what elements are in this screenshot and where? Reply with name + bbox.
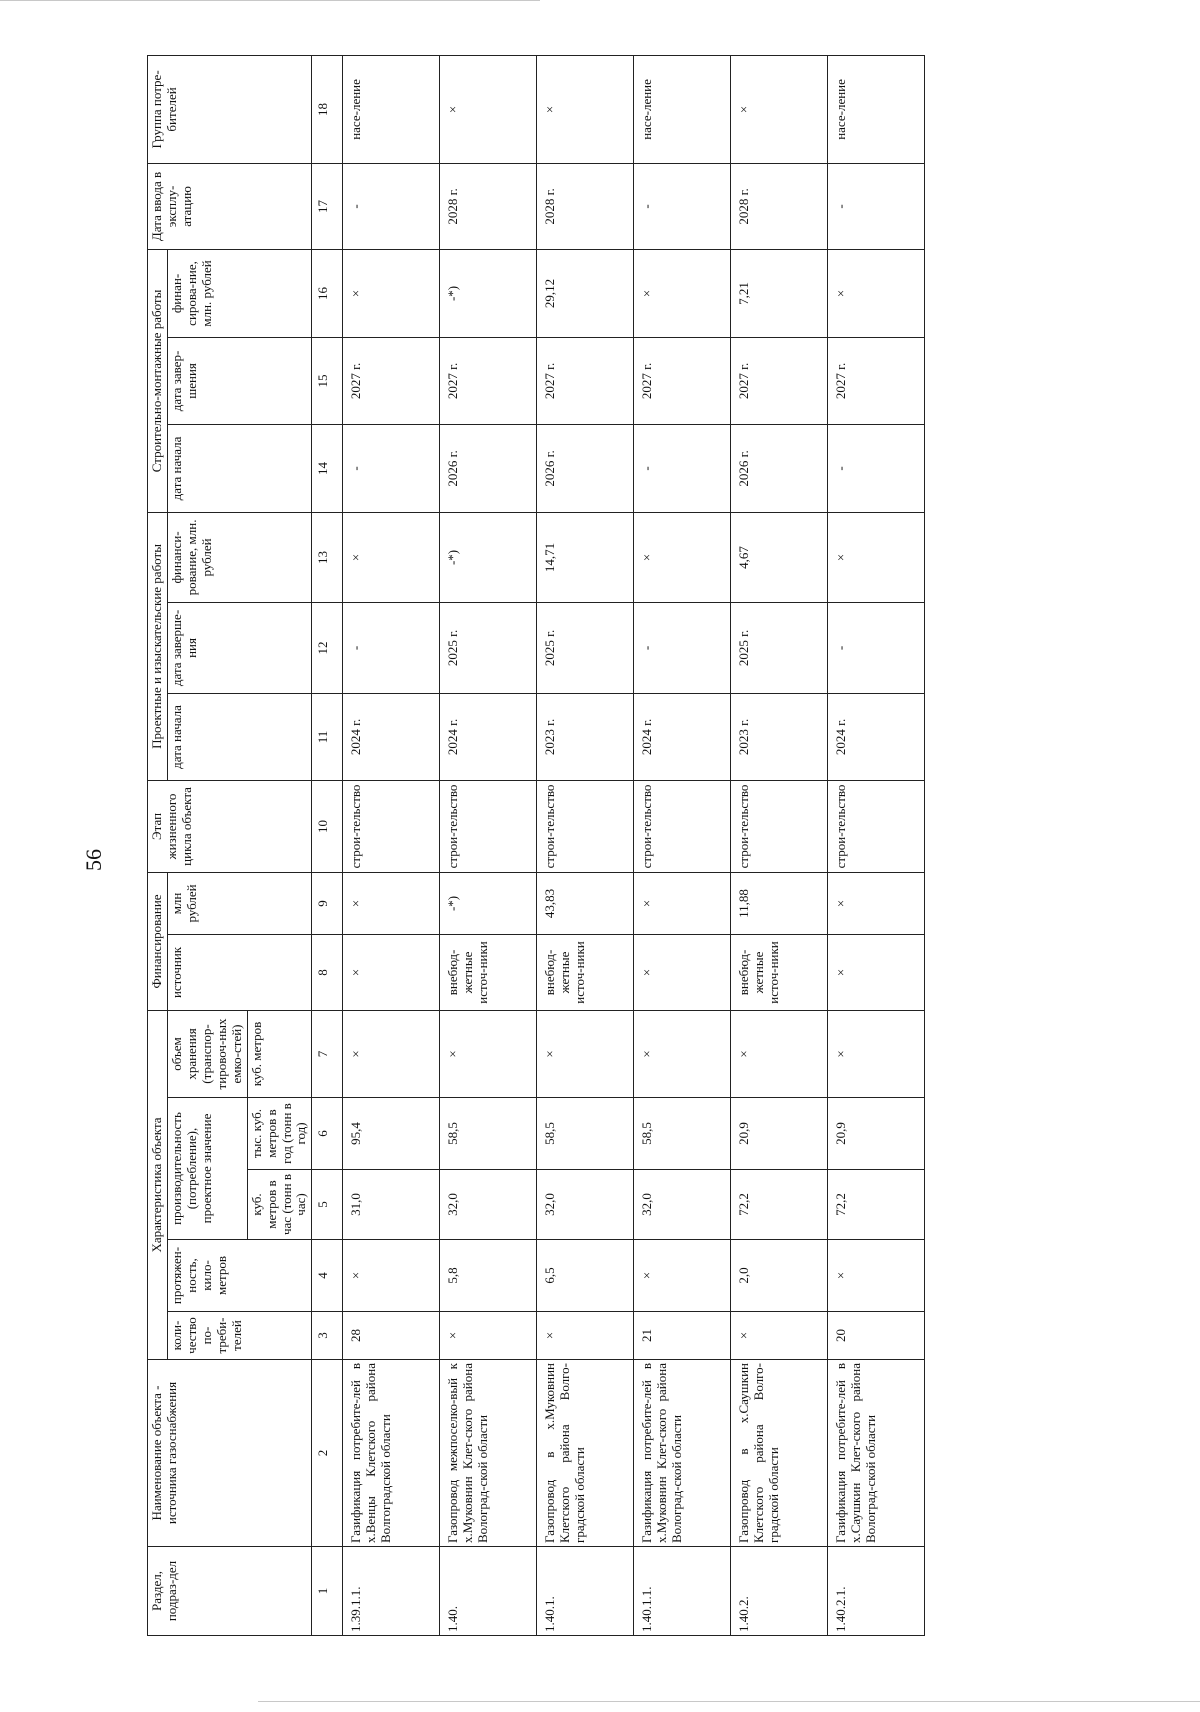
column-number: 10: [312, 780, 343, 872]
cell-design-fin: 14,71: [537, 512, 634, 602]
header-length: протяжен-ность, кило-метров: [167, 1240, 311, 1312]
table-row: [343, 55, 440, 1635]
cell-fin-amount: ×: [634, 872, 731, 934]
cell-capacity-year: 20,9: [828, 1098, 925, 1170]
header-design-start: дата начала: [167, 693, 311, 780]
header-design: Проектные и изыскательские работы: [148, 512, 168, 780]
cell-length: 5,8: [440, 1240, 537, 1312]
table-row: [440, 55, 537, 1635]
header-storage-unit: куб. метров: [247, 1010, 312, 1097]
cell-constr-start: 2026 г.: [731, 424, 828, 512]
cell-fin-source: ×: [828, 934, 925, 1010]
header-name: Наименование объекта - источника газоснабжения: [148, 1360, 312, 1547]
column-numbers-row: [312, 55, 343, 1635]
cell-constr-end: 2027 г.: [731, 337, 828, 424]
cell-constr-start: 2026 г.: [537, 424, 634, 512]
cell-commissioning: 2028 г.: [440, 163, 537, 249]
cell-length: ×: [634, 1240, 731, 1312]
cell-constr-end: 2027 г.: [440, 337, 537, 424]
header-storage: объем хранения (транспор-тировоч-ных емко-стей): [167, 1010, 247, 1097]
cell-storage: ×: [731, 1010, 828, 1097]
column-number: 2: [312, 1360, 343, 1547]
column-number: 15: [312, 337, 343, 424]
cell-fin-source: внебюд-жетные источ-ники: [731, 934, 828, 1010]
cell-section: 1.40.: [440, 1547, 537, 1636]
cell-consumer-group: насе-ление: [343, 55, 440, 163]
rotated-table-container: [147, 56, 974, 1636]
cell-consumer-group: ×: [537, 55, 634, 163]
cell-stage: строи-тельство: [634, 780, 731, 872]
header-consumers-count: коли-чество по-треби-телей: [167, 1312, 311, 1360]
cell-design-fin: ×: [634, 512, 731, 602]
column-number: 14: [312, 424, 343, 512]
cell-name: Газопровод межпоселко-вый к х.Муковнин Клет-ского района Волоград-ской области: [440, 1360, 537, 1547]
cell-stage: строи-тельство: [731, 780, 828, 872]
cell-consumers: ×: [537, 1312, 634, 1360]
header-design-end: дата заверше-ния: [167, 602, 311, 693]
cell-design-start: 2024 г.: [634, 693, 731, 780]
cell-commissioning: 2028 г.: [537, 163, 634, 249]
cell-fin-amount: -*): [440, 872, 537, 934]
cell-consumer-group: насе-ление: [634, 55, 731, 163]
cell-constr-start: 2026 г.: [440, 424, 537, 512]
column-number: 12: [312, 602, 343, 693]
cell-constr-fin: -*): [440, 249, 537, 337]
cell-design-end: 2025 г.: [440, 602, 537, 693]
cell-fin-amount: ×: [828, 872, 925, 934]
cell-name: Газопровод в х.Саушкин Клетского района Волго-градской области: [731, 1360, 828, 1547]
column-number: 18: [312, 55, 343, 163]
header-fin-source: источник: [167, 934, 311, 1010]
cell-stage: строи-тельство: [343, 780, 440, 872]
page-number: 56: [81, 849, 106, 871]
cell-capacity-year: 58,5: [537, 1098, 634, 1170]
cell-capacity-year: 58,5: [440, 1098, 537, 1170]
gas-supply-table: [147, 55, 925, 1636]
cell-fin-source: внебюд-жетные источ-ники: [537, 934, 634, 1010]
cell-constr-fin: 29,12: [537, 249, 634, 337]
table-body: [343, 55, 925, 1635]
cell-consumer-group: ×: [731, 55, 828, 163]
cell-consumers: 28: [343, 1312, 440, 1360]
cell-commissioning: -: [343, 163, 440, 249]
table-row: [828, 55, 925, 1635]
scan-artifact: [0, 0, 540, 1]
column-number: 8: [312, 934, 343, 1010]
cell-design-fin: ×: [828, 512, 925, 602]
header-fin-amount: млн рублей: [167, 872, 311, 934]
column-number: 13: [312, 512, 343, 602]
header-section: Раздел, подраз-дел: [148, 1547, 312, 1636]
cell-capacity-hour: 72,2: [828, 1170, 925, 1240]
cell-length: ×: [343, 1240, 440, 1312]
cell-capacity-hour: 32,0: [634, 1170, 731, 1240]
cell-design-start: 2024 г.: [440, 693, 537, 780]
cell-section: 1.40.2.1.: [828, 1547, 925, 1636]
cell-design-fin: ×: [343, 512, 440, 602]
cell-design-start: 2024 г.: [828, 693, 925, 780]
column-number: 3: [312, 1312, 343, 1360]
header-capacity-hour: куб. метров в час (тонн в час): [247, 1170, 312, 1240]
header-commissioning: Дата ввода в эксплу-атацию: [148, 163, 312, 249]
header-constr-fin: финан-сирова-ние, млн. рублей: [167, 249, 311, 337]
cell-length: 2,0: [731, 1240, 828, 1312]
cell-constr-end: 2027 г.: [537, 337, 634, 424]
cell-section: 1.40.1.1.: [634, 1547, 731, 1636]
cell-design-start: 2024 г.: [343, 693, 440, 780]
cell-stage: строи-тельство: [828, 780, 925, 872]
cell-storage: ×: [634, 1010, 731, 1097]
cell-name: Газификация потребите-лей в х.Саушкин Клет-ского района Волоград-ской области: [828, 1360, 925, 1547]
column-number: 5: [312, 1170, 343, 1240]
cell-capacity-hour: 32,0: [537, 1170, 634, 1240]
cell-capacity-year: 58,5: [634, 1098, 731, 1170]
column-number: 6: [312, 1098, 343, 1170]
cell-consumers: ×: [731, 1312, 828, 1360]
table-row: [634, 55, 731, 1635]
cell-constr-fin: 7,21: [731, 249, 828, 337]
cell-fin-amount: ×: [343, 872, 440, 934]
cell-storage: ×: [537, 1010, 634, 1097]
column-number: 17: [312, 163, 343, 249]
cell-capacity-hour: 32,0: [440, 1170, 537, 1240]
cell-design-fin: -*): [440, 512, 537, 602]
header-construction: Строительно-монтажные работы: [148, 249, 168, 512]
cell-fin-source: ×: [343, 934, 440, 1010]
cell-design-end: -: [828, 602, 925, 693]
cell-length: 6,5: [537, 1240, 634, 1312]
cell-stage: строи-тельство: [537, 780, 634, 872]
cell-section: 1.40.2.: [731, 1547, 828, 1636]
cell-capacity-year: 20,9: [731, 1098, 828, 1170]
cell-commissioning: -: [828, 163, 925, 249]
column-number: 9: [312, 872, 343, 934]
table-row: [731, 55, 828, 1635]
header-capacity: производительность (потребление), проектное значение: [167, 1098, 247, 1240]
cell-section: 1.40.1.: [537, 1547, 634, 1636]
header-design-fin: финанси-рование, млн. рублей: [167, 512, 311, 602]
cell-constr-fin: ×: [828, 249, 925, 337]
cell-fin-amount: 11,88: [731, 872, 828, 934]
cell-constr-start: -: [343, 424, 440, 512]
cell-design-end: -: [343, 602, 440, 693]
scan-artifact: [258, 1701, 1200, 1702]
cell-storage: ×: [343, 1010, 440, 1097]
cell-storage: ×: [828, 1010, 925, 1097]
cell-length: ×: [828, 1240, 925, 1312]
header-financing: Финансирование: [148, 872, 168, 1010]
cell-capacity-hour: 31,0: [343, 1170, 440, 1240]
cell-consumer-group: ×: [440, 55, 537, 163]
cell-design-fin: 4,67: [731, 512, 828, 602]
column-number: 16: [312, 249, 343, 337]
cell-constr-start: -: [828, 424, 925, 512]
cell-consumers: ×: [440, 1312, 537, 1360]
cell-consumers: 21: [634, 1312, 731, 1360]
cell-constr-end: 2027 г.: [634, 337, 731, 424]
cell-consumer-group: насе-ление: [828, 55, 925, 163]
cell-commissioning: -: [634, 163, 731, 249]
cell-name: Газификация потребите-лей в х.Муковнин Клет-ского района Волоград-ской области: [634, 1360, 731, 1547]
cell-fin-amount: 43,83: [537, 872, 634, 934]
cell-capacity-hour: 72,2: [731, 1170, 828, 1240]
cell-commissioning: 2028 г.: [731, 163, 828, 249]
cell-design-start: 2023 г.: [731, 693, 828, 780]
cell-stage: строи-тельство: [440, 780, 537, 872]
table-row: [537, 55, 634, 1635]
header-characteristics: Характеристика объекта: [148, 1010, 168, 1359]
cell-design-end: 2025 г.: [537, 602, 634, 693]
column-number: 1: [312, 1547, 343, 1636]
header-consumer-group: Группа потре-бителей: [148, 55, 312, 163]
cell-consumers: 20: [828, 1312, 925, 1360]
cell-name: Газификация потребите-лей в х.Венцы Клетского района Волгоградской области: [343, 1360, 440, 1547]
cell-constr-start: -: [634, 424, 731, 512]
cell-fin-source: внебюд-жетные источ-ники: [440, 934, 537, 1010]
cell-constr-end: 2027 г.: [828, 337, 925, 424]
cell-fin-source: ×: [634, 934, 731, 1010]
cell-constr-end: 2027 г.: [343, 337, 440, 424]
cell-design-end: 2025 г.: [731, 602, 828, 693]
cell-storage: ×: [440, 1010, 537, 1097]
cell-constr-fin: ×: [343, 249, 440, 337]
column-number: 7: [312, 1010, 343, 1097]
header-capacity-year: тыс. куб. метров в год (тонн в год): [247, 1098, 312, 1170]
column-number: 4: [312, 1240, 343, 1312]
cell-design-start: 2023 г.: [537, 693, 634, 780]
header-constr-start: дата начала: [167, 424, 311, 512]
header-constr-end: дата завер-шения: [167, 337, 311, 424]
cell-name: Газопровод в х.Муковнин Клетского района Волго-градской области: [537, 1360, 634, 1547]
header-stage: Этап жизненного цикла объекта: [148, 780, 312, 872]
cell-constr-fin: ×: [634, 249, 731, 337]
column-number: 11: [312, 693, 343, 780]
cell-section: 1.39.1.1.: [343, 1547, 440, 1636]
cell-capacity-year: 95,4: [343, 1098, 440, 1170]
cell-design-end: -: [634, 602, 731, 693]
